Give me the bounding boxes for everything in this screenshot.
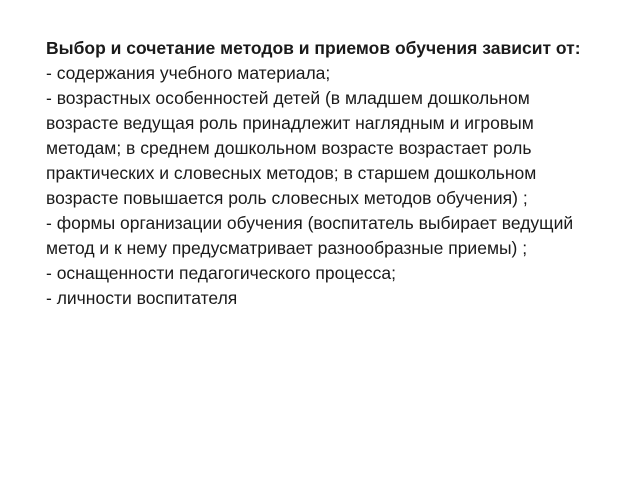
list-item: - формы организации обучения (воспитатель выбирает ведущий метод и к нему предусматривает разнообразные приемы) ;: [46, 213, 574, 258]
list-item: - оснащенности педагогического процесса;: [46, 263, 396, 283]
list-item: - личности воспитателя: [46, 288, 238, 308]
list-item: - содержания учебного материала;: [46, 63, 331, 83]
slide-heading: Выбор и сочетание методов и приемов обучения зависит от:: [46, 38, 581, 58]
list-item: - возрастных особенностей детей (в младшем дошкольном возрасте ведущая роль принадлежит наглядным и игровым методам; в среднем дошкольном возрасте возрастает роль практических и словесных методов; в старшем дошкольном возрасте повышается роль словесных методов обучения) ;: [46, 88, 537, 208]
slide-content: [46, 36, 606, 311]
